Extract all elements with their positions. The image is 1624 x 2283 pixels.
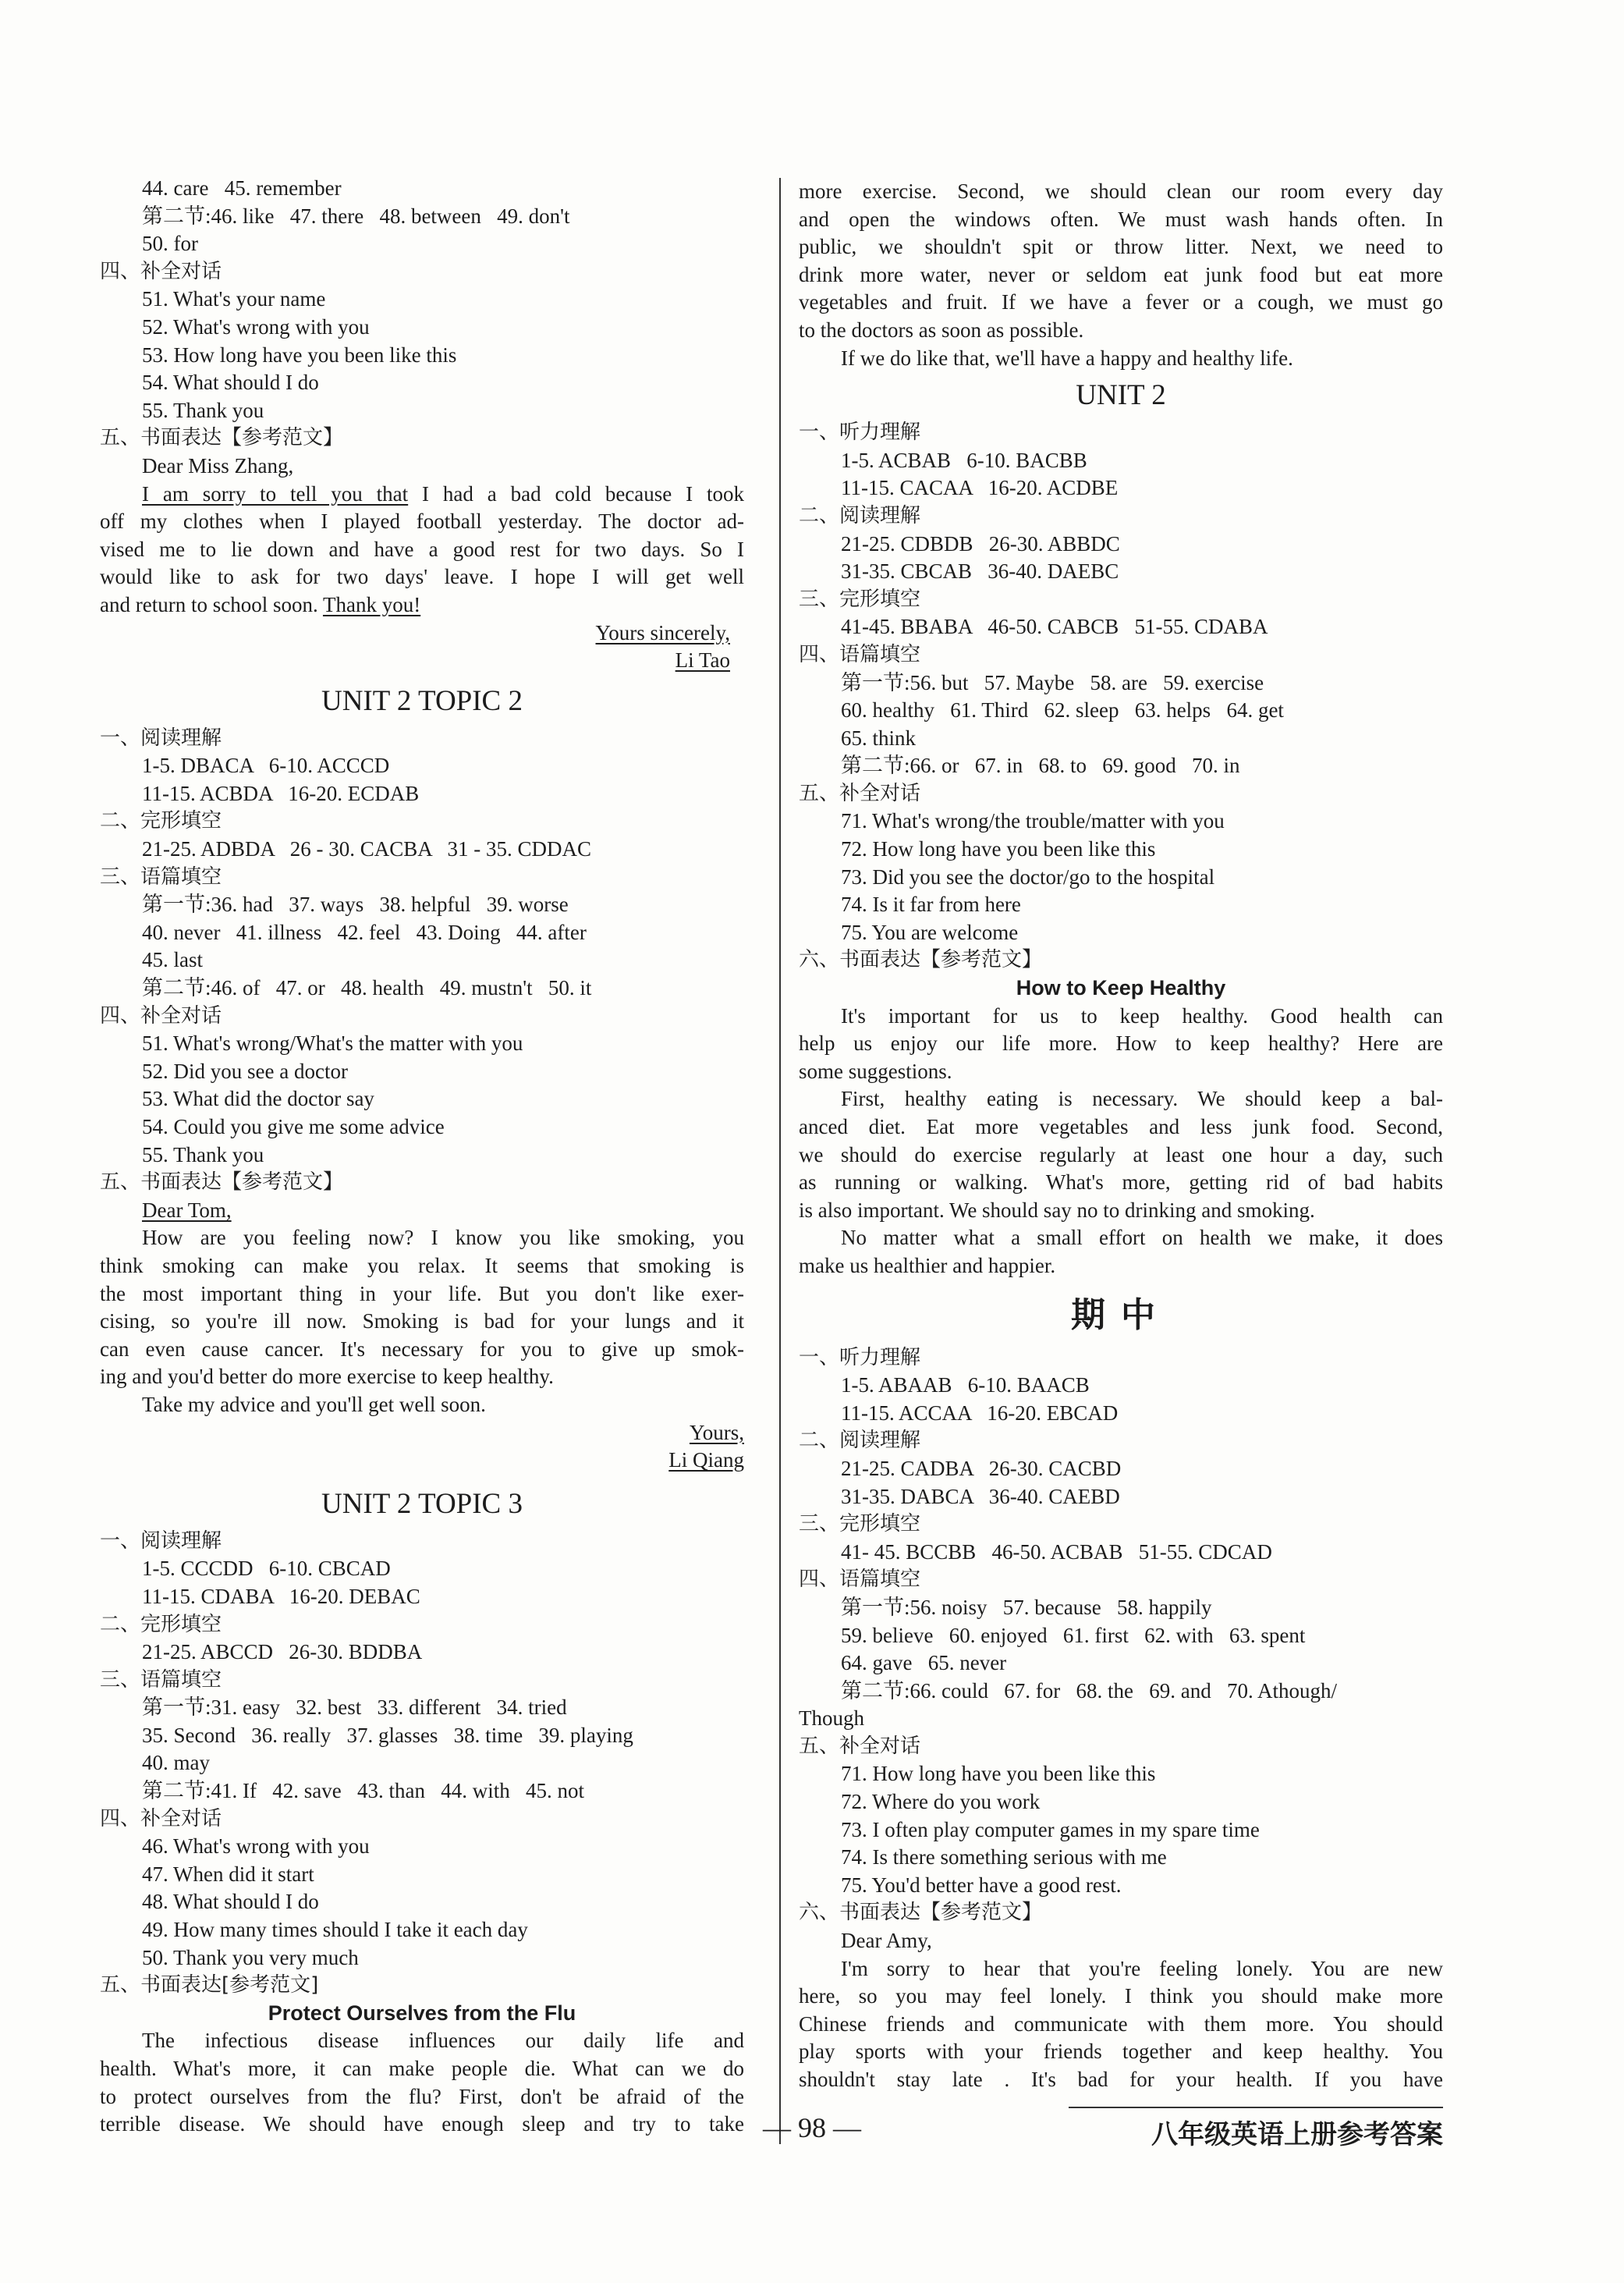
essay-line: health. What's more, it can make people die. What can we do [100, 2057, 744, 2080]
essay-line: some suggestions. [799, 1059, 952, 1083]
letter-line [100, 591, 744, 620]
letter-line: would like to ask for two days' leave. I hope I will get well [100, 565, 744, 589]
answer-line: 53. How long have you been like this [142, 343, 457, 367]
letter-to-tom [100, 1224, 744, 1418]
answer-line: 50. Thank you very much [142, 1945, 359, 1969]
essay-line: anced diet. Eat more vegetables and less junk food. Second, [799, 1115, 1443, 1138]
unit2-topic2-heading: UNIT 2 TOPIC 2 [321, 684, 523, 717]
letter-greeting [100, 1197, 744, 1225]
signature-text: Li Qiang [668, 1448, 744, 1472]
unit2-topic2-answers [100, 725, 744, 1197]
answer-line: 41-45. BBABA 46-50. CABCB 51-55. CDABA [841, 615, 1268, 639]
letter-line: ing and you'd better do more exercise to keep healthy. [100, 1365, 554, 1389]
answer-line: 二、阅读理解 [799, 503, 921, 527]
answer-line: 73. I often play computer games in my spare time [841, 1817, 1260, 1841]
page-number: — 98 — [763, 2112, 861, 2143]
answer-line: 六、书面表达【参考范文】 [799, 948, 1043, 972]
answer-line: 50. for [142, 232, 198, 256]
answer-line: 55. Thank you [142, 398, 264, 422]
midterm-heading: 期中 [1071, 1294, 1171, 1335]
answer-line: Dear Miss Zhang, [142, 453, 294, 478]
letter-line: the most important thing in your life. But you don't like exer- [100, 1281, 744, 1305]
answer-line: 21-25. CDBDB 26-30. ABBDC [841, 531, 1120, 556]
unit2-topic3-answers [100, 1528, 744, 2000]
unit2-topic3-heading: UNIT 2 TOPIC 3 [321, 1487, 523, 1520]
answer-line: 1-5. DBACA 6-10. ACCCD [142, 754, 390, 778]
answer-line: 55. Thank you [142, 1142, 264, 1166]
answer-line: 49. How many times should I take it each day [142, 1918, 528, 1942]
answer-line: 31-35. DABCA 36-40. CAEBD [841, 1484, 1120, 1508]
essay-line: First, healthy eating is necessary. We should keep a bal- [841, 1087, 1443, 1111]
letter-sign-off [100, 620, 744, 648]
healthy-essay [799, 1003, 1443, 1280]
answer-line: 35. Second 36. really 37. glasses 38. time 39. playing [142, 1723, 633, 1747]
answer-line: 65. think [841, 726, 917, 750]
letter-line: think smoking can make you relax. It seems that smoking is [100, 1253, 744, 1277]
essay-line: drink more water, never or seldom eat junk food but eat more [799, 262, 1443, 286]
letter-opening-underlined: I am sorry to tell you that [142, 481, 409, 506]
letter-sign-off [100, 1419, 744, 1447]
letter-line: I'm sorry to hear that you're feeling lonely. You are new [841, 1956, 1443, 1980]
essay-title: Protect Ourselves from the Flu [268, 2001, 576, 2025]
answer-line: 一、听力理解 [799, 1345, 921, 1369]
letter-signature [100, 647, 744, 675]
answer-line: 11-15. CACAA 16-20. ACDBE [841, 476, 1119, 500]
letter-line: play sports with your friends together and keep healthy. You [799, 2040, 1443, 2064]
answer-line: 第一节:36. had 37. ways 38. helpful 39. worse [142, 893, 569, 917]
answer-line: 71. What's wrong/the trouble/matter with you [841, 809, 1225, 833]
answer-line: 54. Could you give me some advice [142, 1115, 445, 1138]
answer-line: 第二节:66. or 67. in 68. to 69. good 70. in [841, 754, 1240, 778]
letter-line: Take my advice and you'll get well soon. [142, 1392, 486, 1416]
answer-line: 21-25. CADBA 26-30. CACBD [841, 1456, 1122, 1480]
letter-line: here, so you may feel lonely. I think you should make more [799, 1984, 1443, 2008]
answer-line: 第一节:56. but 57. Maybe 58. are 59. exercise [841, 670, 1264, 694]
answer-line: 三、完形填空 [799, 587, 921, 611]
answer-line: 一、听力理解 [799, 421, 921, 445]
answer-line: 二、完形填空 [100, 809, 222, 833]
left-column [100, 175, 744, 2139]
midterm-answers [799, 1344, 1443, 1955]
sign-off-text: Yours, [689, 1420, 744, 1444]
answer-line: 31-35. CBCAB 36-40. DAEBC [841, 559, 1119, 584]
answer-line: 第二节:46. like 47. there 48. between 49. don't [142, 204, 570, 228]
answer-line: 40. never 41. illness 42. feel 43. Doing 44. after [142, 920, 587, 944]
answer-line: 五、书面表达【参考范文】 [100, 1170, 344, 1195]
answer-line: 40. may [142, 1751, 210, 1775]
letter-closing: and return to school soon. [100, 592, 323, 616]
answer-line: 三、完形填空 [799, 1512, 921, 1536]
answer-line: 46. What's wrong with you [142, 1834, 370, 1859]
answer-line: 第一节:31. easy 32. best 33. different 34. tried [142, 1695, 567, 1720]
column-divider [779, 178, 781, 2144]
greeting-text: Dear Tom, [142, 1198, 232, 1222]
letter-to-amy [799, 1955, 1443, 2094]
answer-line: 45. last [142, 948, 203, 972]
answer-line: 21-25. ADBDA 26 - 30. CACBA 31 - 35. CDDAC [142, 837, 592, 861]
answer-line: 51. What's wrong/What's the matter with you [142, 1031, 523, 1056]
answer-line: 第二节:46. of 47. or 48. health 49. mustn't 50. it [142, 976, 592, 1000]
answer-line: 1-5. CCCDD 6-10. CBCAD [142, 1557, 391, 1581]
answer-line: 73. Did you see the doctor/go to the hospital [841, 865, 1215, 889]
letter-line: cising, so you're ill now. Smoking is bad for your lungs and it [100, 1309, 744, 1333]
answer-line: 1-5. ACBAB 6-10. BACBB [841, 448, 1087, 472]
answer-line: 11-15. ACBDA 16-20. ECDAB [142, 781, 420, 805]
right-column [799, 178, 1443, 2094]
answer-line: 72. Where do you work [841, 1790, 1041, 1814]
letter-to-miss-zhang [100, 481, 744, 675]
answer-line: 59. believe 60. enjoyed 61. first 62. with 63. spent [841, 1623, 1306, 1647]
answer-line: 四、语篇填空 [799, 1568, 921, 1592]
answer-line: 71. How long have you been like this [841, 1762, 1156, 1786]
unit2-topic1-tail [100, 175, 744, 481]
essay-line: help us enjoy our life more. How to keep healthy? Here are [799, 1031, 1443, 1056]
essay-line: terrible disease. We should have enough sleep and try to take [100, 2112, 744, 2136]
signature-text: Li Tao [675, 648, 730, 673]
answer-line: 72. How long have you been like this [841, 837, 1156, 861]
answer-line: 第二节:66. could 67. for 68. the 69. and 70. Athough/ [841, 1678, 1337, 1702]
answer-line: 51. What's your name [142, 287, 326, 311]
essay-title: How to Keep Healthy [1016, 976, 1226, 1000]
answer-line: 60. healthy 61. Third 62. sleep 63. helps 64. get [841, 698, 1284, 723]
answer-line: Dear Amy, [841, 1929, 932, 1953]
answer-line: Though [799, 1706, 864, 1731]
answer-line: 54. What should I do [142, 371, 319, 395]
letter-signature [100, 1447, 744, 1475]
essay-line: make us healthier and happier. [799, 1253, 1056, 1277]
answer-line: 21-25. ABCCD 26-30. BDDBA [142, 1640, 423, 1664]
answer-line: 三、语篇填空 [100, 1667, 222, 1692]
sign-off-text: Yours sincerely, [595, 620, 730, 644]
answer-line: 52. Did you see a doctor [142, 1059, 348, 1083]
unit2-heading: UNIT 2 [1076, 379, 1166, 412]
answer-line: 44. care 45. remember [142, 176, 342, 200]
answer-line: 四、语篇填空 [799, 642, 921, 666]
essay-line: The infectious disease influences our daily life and [142, 2029, 744, 2053]
answer-line: 五、补全对话 [799, 1734, 921, 1758]
essay-line: to the doctors as soon as possible. [799, 318, 1084, 342]
answer-line: 75. You are welcome [841, 920, 1019, 944]
answer-line: 五、书面表达【参考范文】 [100, 426, 344, 450]
answer-line: 四、补全对话 [100, 259, 222, 283]
letter-line: Chinese friends and communicate with them more. You should [799, 2011, 1443, 2036]
footer-title: 八年级英语上册参考答案 [1151, 2119, 1443, 2150]
answer-line: 52. What's wrong with you [142, 314, 370, 339]
answer-line: 47. When did it start [142, 1862, 314, 1886]
answer-line: 第一节:56. noisy 57. because 58. happily [841, 1595, 1212, 1619]
essay-line: is also important. We should say no to drinking and smoking. [799, 1198, 1315, 1222]
essay-line: No matter what a small effort on health we make, it does [841, 1226, 1443, 1250]
letter-line: can even cause cancer. It's necessary for you to give up smok- [100, 1337, 744, 1361]
answer-line: 五、补全对话 [799, 781, 921, 805]
essay-line: as running or walking. What's more, getting rid of bad habits [799, 1170, 1443, 1195]
answer-line: 1-5. ABAAB 6-10. BAACB [841, 1373, 1090, 1397]
answer-line: 三、语篇填空 [100, 865, 222, 889]
answer-line: 64. gave 65. never [841, 1651, 1007, 1675]
letter-line [100, 481, 744, 509]
answer-line: 53. What did the doctor say [142, 1087, 374, 1111]
essay-line: public, we shouldn't spit or throw litter. Next, we need to [799, 235, 1443, 259]
essay-line: and open the windows often. We must wash hands often. In [799, 207, 1443, 231]
letter-line: shouldn't stay late . It's bad for your health. If you have [799, 2068, 1443, 2091]
answer-line: 74. Is it far from here [841, 893, 1021, 917]
letter-closing-underlined: Thank you! [322, 592, 421, 616]
answer-line: 六、书面表达【参考范文】 [799, 1901, 1043, 1925]
letter-opening-rest: I had a bad cold because I took [408, 481, 744, 506]
essay-line: to protect ourselves from the flu? First, don't be afraid of the [100, 2084, 744, 2108]
unit2-answers [799, 419, 1443, 975]
letter-line: How are you feeling now? I know you like smoking, you [142, 1226, 744, 1250]
essay-line: we should do exercise regularly at least one hour a day, such [799, 1142, 1443, 1166]
answer-line: 四、补全对话 [100, 1806, 222, 1830]
answer-line: 二、阅读理解 [799, 1429, 921, 1453]
answer-line: 11-15. CDABA 16-20. DEBAC [142, 1584, 420, 1608]
letter-line: off my clothes when I played football yesterday. The doctor ad- [100, 510, 744, 534]
flu-essay-continued [799, 178, 1443, 345]
essay-line: more exercise. Second, we should clean our room every day [799, 179, 1443, 203]
answer-line: 第二节:41. If 42. save 43. than 44. with 45. not [142, 1779, 584, 1803]
answer-line: 一、阅读理解 [100, 1529, 222, 1553]
page-footer [0, 2107, 1624, 2169]
footer-rule [1069, 2107, 1443, 2108]
letter-line: vised me to lie down and have a good rest for two days. So I [100, 537, 744, 561]
answer-line: 41- 45. BCCBB 46-50. ACBAB 51-55. CDCAD [841, 1539, 1272, 1564]
answer-line: 48. What should I do [142, 1890, 319, 1914]
answer-line: 四、补全对话 [100, 1003, 222, 1028]
essay-line: If we do like that, we'll have a happy and healthy life. [841, 346, 1293, 370]
answer-line: 11-15. ACCAA 16-20. EBCAD [841, 1401, 1119, 1425]
answer-line: 五、书面表达[参考范文] [100, 1973, 319, 1997]
answer-line: 一、阅读理解 [100, 726, 222, 750]
essay-line: It's important for us to keep healthy. Good health can [841, 1003, 1443, 1028]
answer-line: 二、完形填空 [100, 1612, 222, 1636]
answer-line: 75. You'd better have a good rest. [841, 1873, 1122, 1897]
essay-line: vegetables and fruit. If we have a fever or a cough, we must go [799, 290, 1443, 314]
answer-line: 74. Is there something serious with me [841, 1845, 1167, 1869]
